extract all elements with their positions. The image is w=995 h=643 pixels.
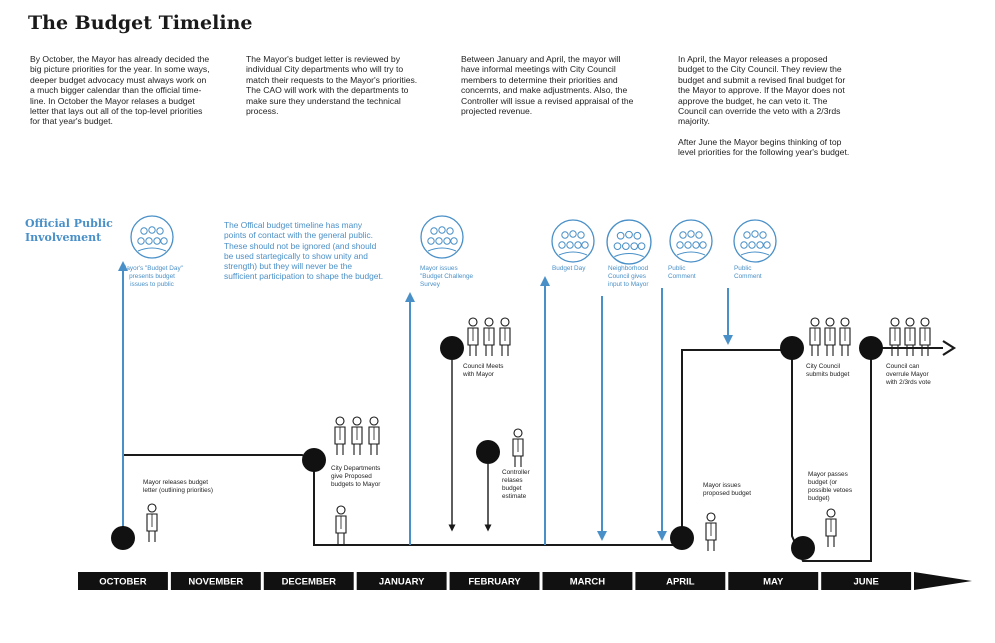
event-label: Public Comment xyxy=(668,265,696,280)
month-label: MAY xyxy=(763,576,784,588)
crowd-icon xyxy=(670,220,712,262)
person-icon xyxy=(706,513,716,551)
node-october xyxy=(111,526,135,550)
heading-line: Official Public xyxy=(25,217,113,230)
person-icon xyxy=(468,318,478,356)
person-icon xyxy=(920,318,930,356)
month-label: DECEMBER xyxy=(281,576,336,588)
crowd-icon xyxy=(552,220,594,262)
month-label: OCTOBER xyxy=(99,576,147,588)
person-icon xyxy=(840,318,850,356)
person-icon xyxy=(147,504,157,542)
month-label: APRIL xyxy=(666,576,695,588)
timeline-arrowhead xyxy=(914,572,972,590)
node-override xyxy=(859,336,883,360)
person-icon xyxy=(484,318,494,356)
intro-text: By October, the Mayor has already decided the big picture priorities for the year. In some ways, deeper budget advocacy must always work on a much bigger calendar than the official time-line. In October the Mayor relases a budget letter that lays out all of the top-level priorities for that year's budget. xyxy=(30,54,210,127)
person-icon xyxy=(905,318,915,356)
person-icon xyxy=(825,318,835,356)
crowd-icon xyxy=(734,220,776,262)
person-icon xyxy=(352,417,362,455)
event-label: Mayor issues proposed budget xyxy=(703,482,751,497)
public-involvement-note: The Offical budget timeline has many points of contact with the general public. These should not be ignored (and should be used startegically to show unity and strength) but they will never be the sufficient participation to shape the budget. xyxy=(224,220,384,282)
event-label: Neighborhood Council gives input to Mayor xyxy=(608,265,649,288)
person-icon xyxy=(890,318,900,356)
intro-text: Between January and April, the mayor will have informal meetings with City Council members to determine their priorities and concernts, and make adjustments. Also, the Controller will issue a revised appraisal of the projected revenue. xyxy=(461,54,634,117)
event-label: Mayor passes budget (or possible vetoes budget) xyxy=(808,471,853,502)
crowd-icon xyxy=(131,216,173,258)
event-label: Controller relases budget estimate xyxy=(502,469,530,500)
person-icon xyxy=(369,417,379,455)
public-crowd-icons xyxy=(131,216,776,264)
event-label: Council can overrule Mayor with 2/3rds vote xyxy=(886,363,931,386)
month-bar xyxy=(78,572,972,590)
person-icon xyxy=(500,318,510,356)
month-label: JANUARY xyxy=(378,576,425,588)
node-controller xyxy=(476,440,500,464)
event-label: Public Comment xyxy=(734,265,762,280)
node-december xyxy=(302,448,326,472)
person-icon xyxy=(826,509,836,547)
public-arrows xyxy=(123,266,728,545)
people-icons xyxy=(147,318,930,551)
event-label: City Departments give Proposed budgets to Mayor xyxy=(331,465,381,488)
person-icon xyxy=(335,417,345,455)
page-title: The Budget Timeline xyxy=(28,12,253,34)
month-label: FEBRUARY xyxy=(468,576,521,588)
event-label: Mayor releases budget letter (outlining priorities) xyxy=(143,479,213,494)
event-label: City Council submits budget xyxy=(806,363,850,378)
intro-text: The Mayor's budget letter is reviewed by individual City departments who will try to match their requests to the Mayor's priorities. The CAO will work with the departments to make sure they understand the technical process. xyxy=(246,54,418,117)
event-labels xyxy=(143,363,931,502)
crowd-icon xyxy=(607,220,651,264)
person-icon xyxy=(810,318,820,356)
intro-text: After June the Mayor begins thinking of top level priorities for the following year's budget. xyxy=(678,136,850,158)
node-april xyxy=(670,526,694,550)
node-council-submits xyxy=(780,336,804,360)
intro-text: In April, the Mayor releases a proposed budget to the City Council. They review the budget and submit a revised final budget for the Mayor to approve. If the Mayor does not approve the budget, he can veto it. The Council can override the veto with a 2/3rds majority. xyxy=(678,54,846,127)
month-label: MARCH xyxy=(569,576,606,588)
node-mayor-passes xyxy=(791,536,815,560)
node-council-meets xyxy=(440,336,464,360)
event-label: Council Meets with Mayor xyxy=(463,363,504,378)
month-label: JUNE xyxy=(853,576,879,588)
event-label: Mayor issues "Budget Challenge Survey xyxy=(420,265,474,288)
public-event-labels xyxy=(121,265,762,288)
event-label: Mayor's "Budget Day" presents budget issues to public xyxy=(121,265,183,288)
person-icon xyxy=(336,506,346,544)
month-label: NOVEMBER xyxy=(188,576,244,588)
event-label: Budget Day xyxy=(552,265,586,272)
person-icon xyxy=(513,429,523,467)
heading-line: Involvement xyxy=(25,231,102,244)
crowd-icon xyxy=(421,216,463,258)
